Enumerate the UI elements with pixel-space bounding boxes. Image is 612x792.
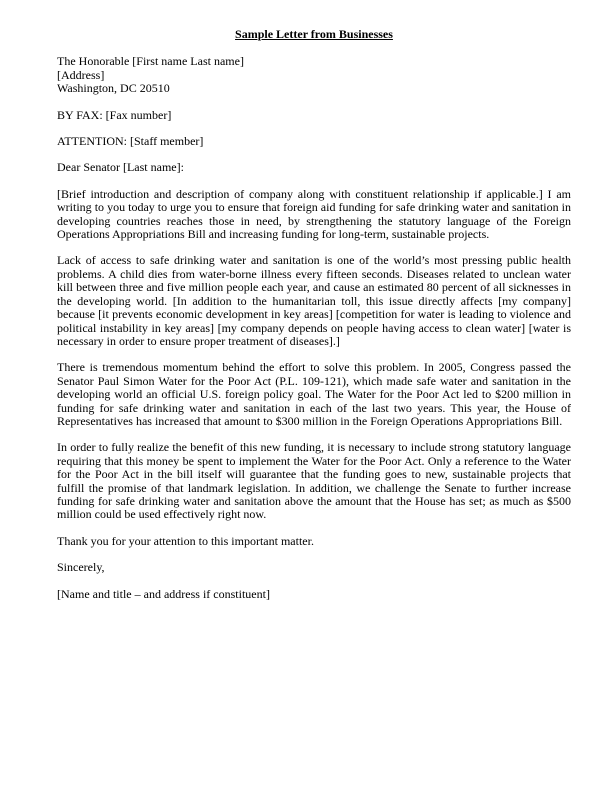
salutation: Dear Senator [Last name]: xyxy=(57,160,184,175)
address-line-street: [Address] xyxy=(57,67,105,82)
letter-title: Sample Letter from Businesses xyxy=(235,27,393,41)
recipient-address xyxy=(57,55,571,95)
paragraph-problem: Lack of access to safe drinking water and sanitation is one of the world’s most pressing public health problems. A child dies from water-borne illness every fifteen seconds. Diseases related to unclean water kill between three and five million people each year, and cause an estimated 80 percent of all sicknesses in the developing world. [In addition to the humanitarian toll, this issue directly affects [my company] because [it prevents economic development in key areas] [competition for water is leading to violence and political instability in key areas] [my company depends on people having access to clean water] [water is necessary in order to ensure proper treatment of diseases].] xyxy=(57,253,571,348)
paragraph-momentum: There is tremendous momentum behind the effort to solve this problem. In 2005, Congress passed the Senator Paul Simon Water for the Poor Act (P.L. 109-121), which made safe water and sanitation in the developing world an official U.S. foreign policy goal. The Water for the Poor Act led to $200 million in funding for safe drinking water and sanitation in each of the last two years. This year, the House of Representatives has increased that amount to $300 million in the Foreign Operations Appropriations Bill. xyxy=(57,360,571,428)
letter-page xyxy=(57,28,571,614)
paragraph-request: In order to fully realize the benefit of this new funding, it is necessary to include strong statutory language requiring that this money be spent to implement the Water for the Poor Act. Only a reference to the Water for the Poor Act in the bill itself will guarantee that the funding goes to new, sustainable projects that fulfill the promise of that landmark legislation. In addition, we challenge the Senate to further increase funding for safe drinking water and sanitation above the amount that the House has set; as much as $500 million could be used effectively right now. xyxy=(57,440,571,522)
paragraph-thanks: Thank you for your attention to this important matter. xyxy=(57,533,314,548)
attention-line: ATTENTION: [Staff member] xyxy=(57,134,204,149)
sign-off: Sincerely, xyxy=(57,560,105,575)
paragraph-introduction: [Brief introduction and description of company along with constituent relationship if applicable.] I am writing to you today to urge you to ensure that foreign aid funding for safe drinking water and sanitation in developing countries reaches those in need, by strengthening the statutory language of the Foreign Operations Appropriations Bill and increasing funding for long-term, sustainable projects. xyxy=(57,186,571,242)
address-line-city: Washington, DC 20510 xyxy=(57,81,170,96)
address-line-name: The Honorable [First name Last name] xyxy=(57,54,244,69)
fax-line: BY FAX: [Fax number] xyxy=(57,107,172,122)
signature-block: [Name and title – and address if constituent] xyxy=(57,586,270,601)
